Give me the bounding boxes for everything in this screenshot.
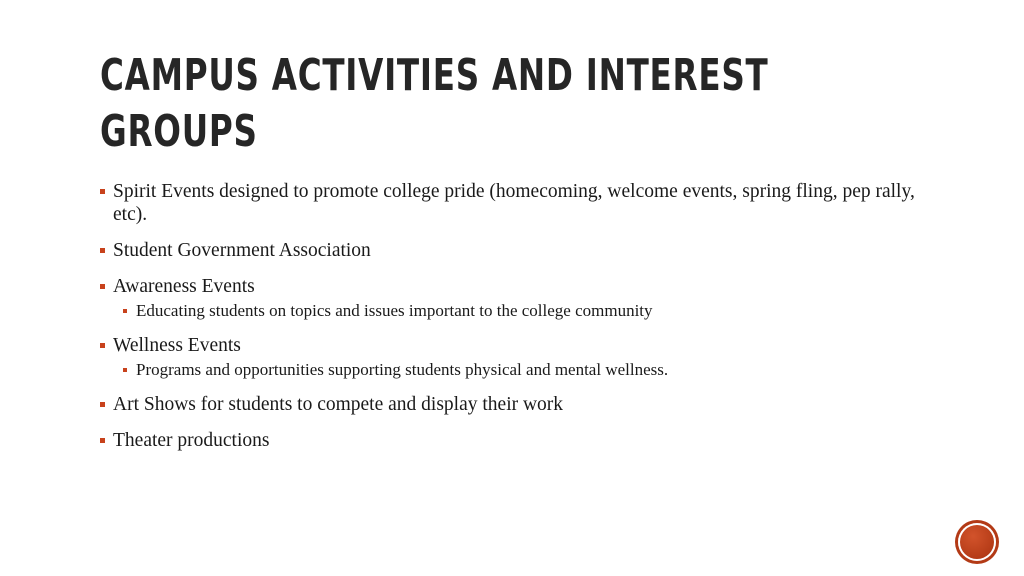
sub-list	[123, 360, 920, 380]
square-bullet-icon	[100, 343, 105, 348]
slide-title: CAMPUS ACTIVITIES AND INTEREST GROUPS	[100, 50, 769, 157]
sub-list	[123, 301, 920, 321]
bullet-text: Awareness Events	[113, 276, 255, 297]
bullet-student-government	[100, 239, 920, 262]
bullet-text: Theater productions	[113, 430, 270, 451]
square-bullet-icon	[100, 189, 105, 194]
square-bullet-icon	[100, 402, 105, 407]
bullet-spirit-events	[100, 180, 920, 226]
sub-bullet-wellness	[123, 360, 920, 380]
bullet-wellness-events	[100, 334, 920, 380]
bullet-text: Art Shows for students to compete and display their work	[113, 394, 564, 415]
bullet-theater-productions	[100, 429, 920, 452]
square-bullet-icon	[100, 284, 105, 289]
sub-bullet-text: Educating students on topics and issues important to the college community	[136, 301, 653, 320]
bullet-art-shows	[100, 393, 920, 416]
sub-bullet-text: Programs and opportunities supporting students physical and mental wellness.	[136, 360, 669, 379]
square-bullet-icon	[123, 309, 127, 313]
bullet-text: Student Government Association	[113, 240, 371, 261]
square-bullet-icon	[123, 368, 127, 372]
square-bullet-icon	[100, 248, 105, 253]
bullet-list	[100, 180, 920, 465]
slide-number-badge	[958, 523, 996, 561]
sub-bullet-awareness	[123, 301, 920, 321]
bullet-text: Spirit Events designed to promote college pride (homecoming, welcome events, spring fling, pep rally, etc).	[113, 181, 915, 225]
bullet-text: Wellness Events	[113, 335, 241, 356]
bullet-awareness-events	[100, 275, 920, 321]
square-bullet-icon	[100, 438, 105, 443]
